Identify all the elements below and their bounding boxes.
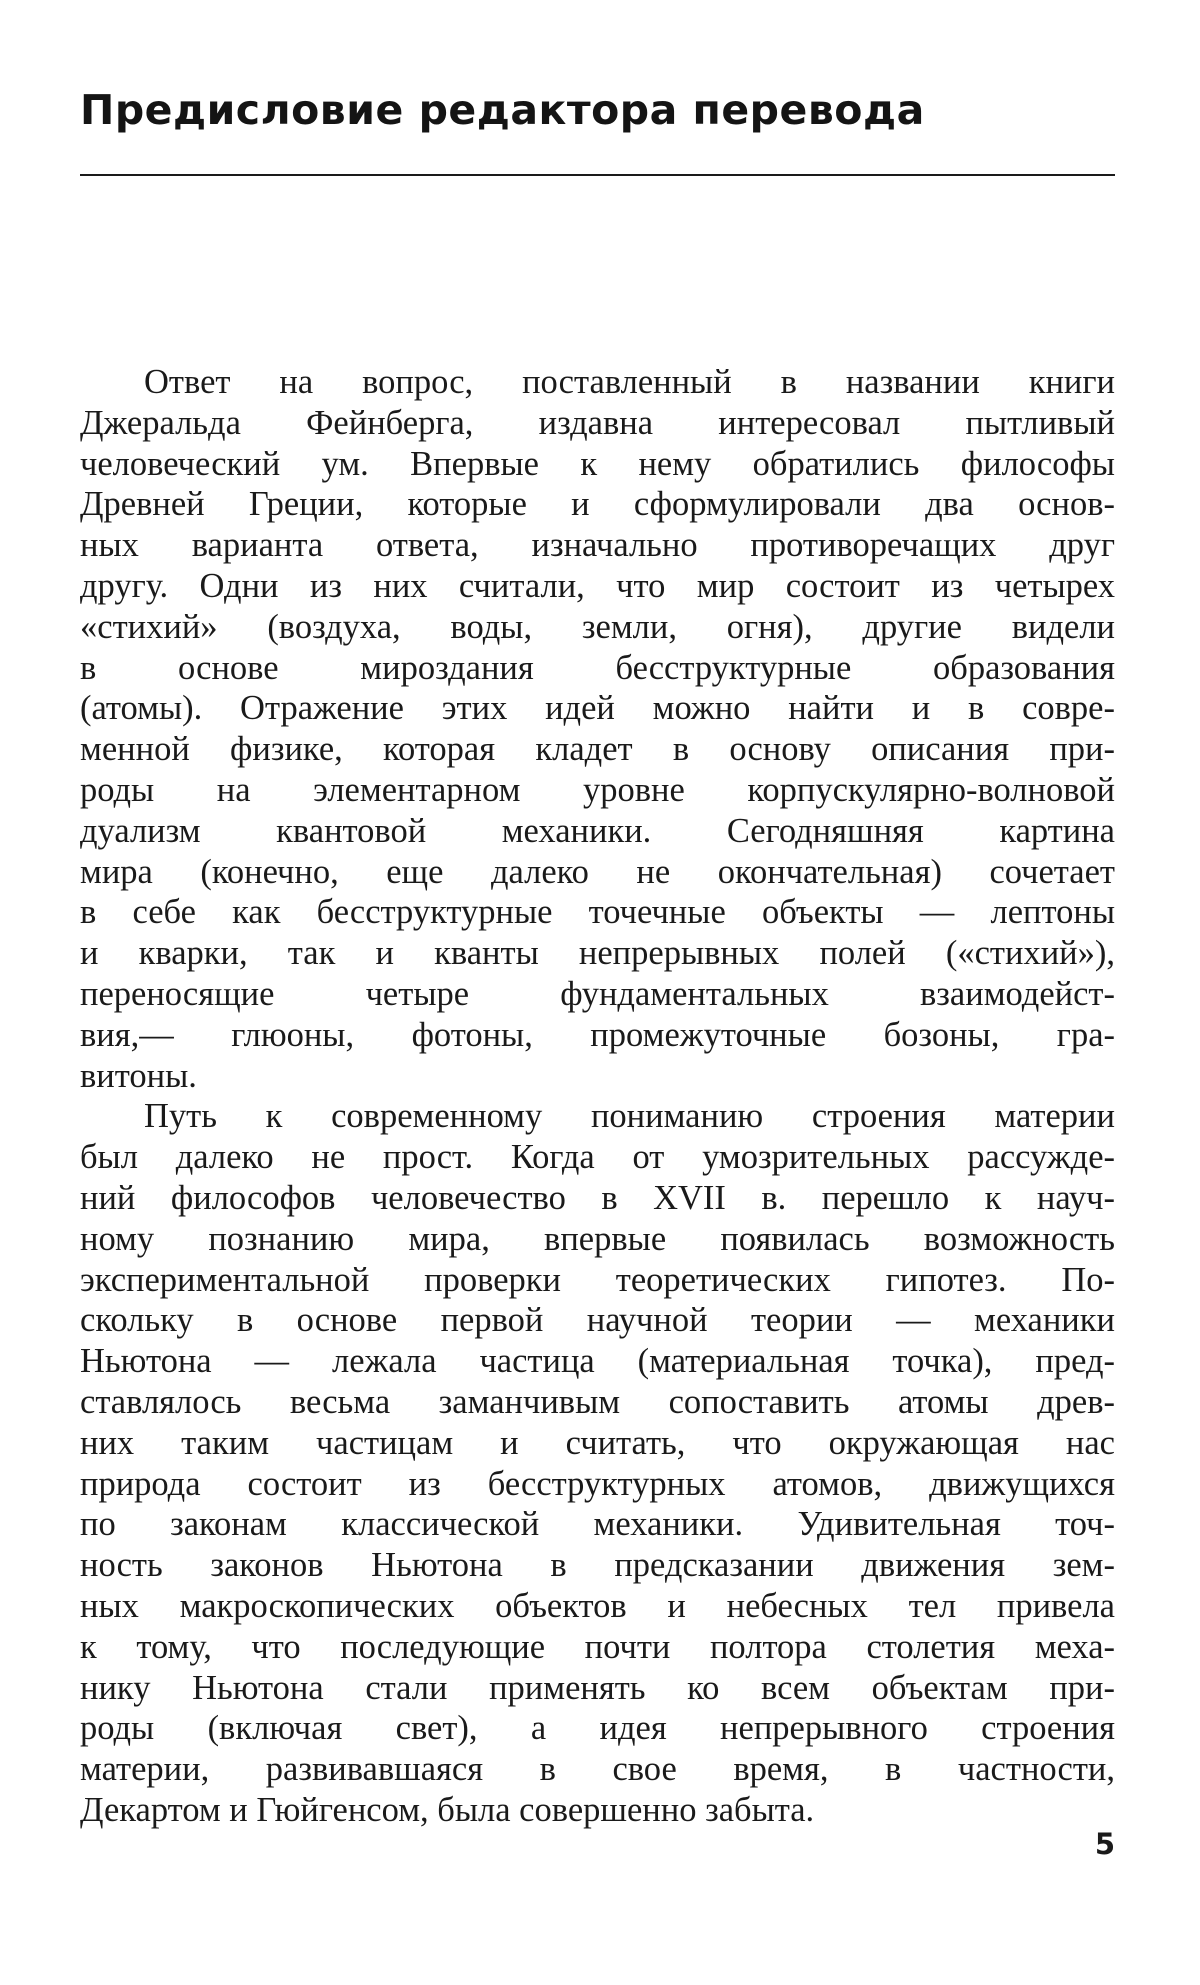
text-line: Путь к современному пониманию строения материи bbox=[144, 1097, 1115, 1136]
text-line: переносящие четыре фундаментальных взаимодейст- bbox=[80, 974, 1115, 1013]
title-divider bbox=[80, 174, 1115, 176]
text-line: другу. Одни из них считали, что мир состоит из четырех bbox=[80, 566, 1115, 605]
text-line: нику Ньютона стали применять ко всем объектам при- bbox=[80, 1668, 1115, 1707]
text-line: Ньютона — лежала частица (материальная точка), пред- bbox=[80, 1342, 1115, 1381]
text-line: мира (конечно, еще далеко не окончательная) сочетает bbox=[80, 852, 1115, 891]
text-line: Древней Греции, которые и сформулировали два основ- bbox=[80, 485, 1115, 524]
text-line: роды (включая свет), а идея непрерывного строения bbox=[80, 1709, 1115, 1748]
text-line: них таким частицам и считать, что окружающая нас bbox=[80, 1423, 1115, 1462]
text-line: витоны. bbox=[80, 1056, 197, 1095]
chapter-title: Предисловие редактора перевода bbox=[80, 86, 925, 134]
text-line: природа состоит из бесструктурных атомов, движущихся bbox=[80, 1464, 1115, 1503]
page-number: 5 bbox=[1094, 1827, 1115, 1861]
text-line: ному познанию мира, впервые появилась возможность bbox=[80, 1219, 1115, 1258]
text-line: по законам классической механики. Удивительная точ- bbox=[80, 1505, 1115, 1544]
text-line: роды на элементарном уровне корпускулярно-волновой bbox=[80, 770, 1115, 809]
text-line: Декартом и Гюйгенсом, была совершенно забыта. bbox=[80, 1790, 815, 1829]
text-line: ность законов Ньютона в предсказании движения зем- bbox=[80, 1546, 1115, 1585]
text-line: ных макроскопических объектов и небесных тел привела bbox=[80, 1586, 1115, 1625]
text-line: ний философов человечество в XVII в. перешло к науч- bbox=[80, 1178, 1115, 1217]
text-line: «стихий» (воздуха, воды, земли, огня), другие видели bbox=[80, 607, 1115, 646]
text-line: экспериментальной проверки теоретических гипотез. По- bbox=[80, 1260, 1115, 1299]
text-line: материи, развивавшаяся в свое время, в частности, bbox=[80, 1750, 1115, 1789]
text-line: ставлялось весьма заманчивым сопоставить атомы древ- bbox=[80, 1382, 1115, 1421]
text-line: и кварки, так и кванты непрерывных полей («стихий»), bbox=[80, 934, 1115, 973]
text-line: ных варианта ответа, изначально противоречащих друг bbox=[80, 526, 1115, 565]
paragraph-2 bbox=[80, 1096, 1115, 1830]
paragraph-1 bbox=[80, 362, 1115, 1096]
text-line: Ответ на вопрос, поставленный в названии книги bbox=[144, 363, 1115, 401]
text-line: Джеральда Фейнберга, издавна интересовал пытливый bbox=[80, 403, 1115, 442]
text-line: был далеко не прост. Когда от умозрительных рассужде- bbox=[80, 1138, 1115, 1177]
body-text bbox=[80, 362, 1115, 1831]
text-line: скольку в основе первой научной теории — механики bbox=[80, 1301, 1115, 1340]
text-line: дуализм квантовой механики. Сегодняшняя картина bbox=[80, 811, 1115, 850]
text-line: человеческий ум. Впервые к нему обратились философы bbox=[80, 444, 1115, 483]
text-line: менной физике, которая кладет в основу описания при- bbox=[80, 730, 1115, 769]
text-line: вия,— глюоны, фотоны, промежуточные бозоны, гра- bbox=[80, 1015, 1115, 1054]
text-line: к тому, что последующие почти полтора столетия меха- bbox=[80, 1627, 1115, 1666]
text-line: в основе мироздания бесструктурные образования bbox=[80, 648, 1115, 687]
text-line: (атомы). Отражение этих идей можно найти и в совре- bbox=[80, 689, 1115, 728]
text-line: в себе как бесструктурные точечные объекты — лептоны bbox=[80, 893, 1115, 932]
